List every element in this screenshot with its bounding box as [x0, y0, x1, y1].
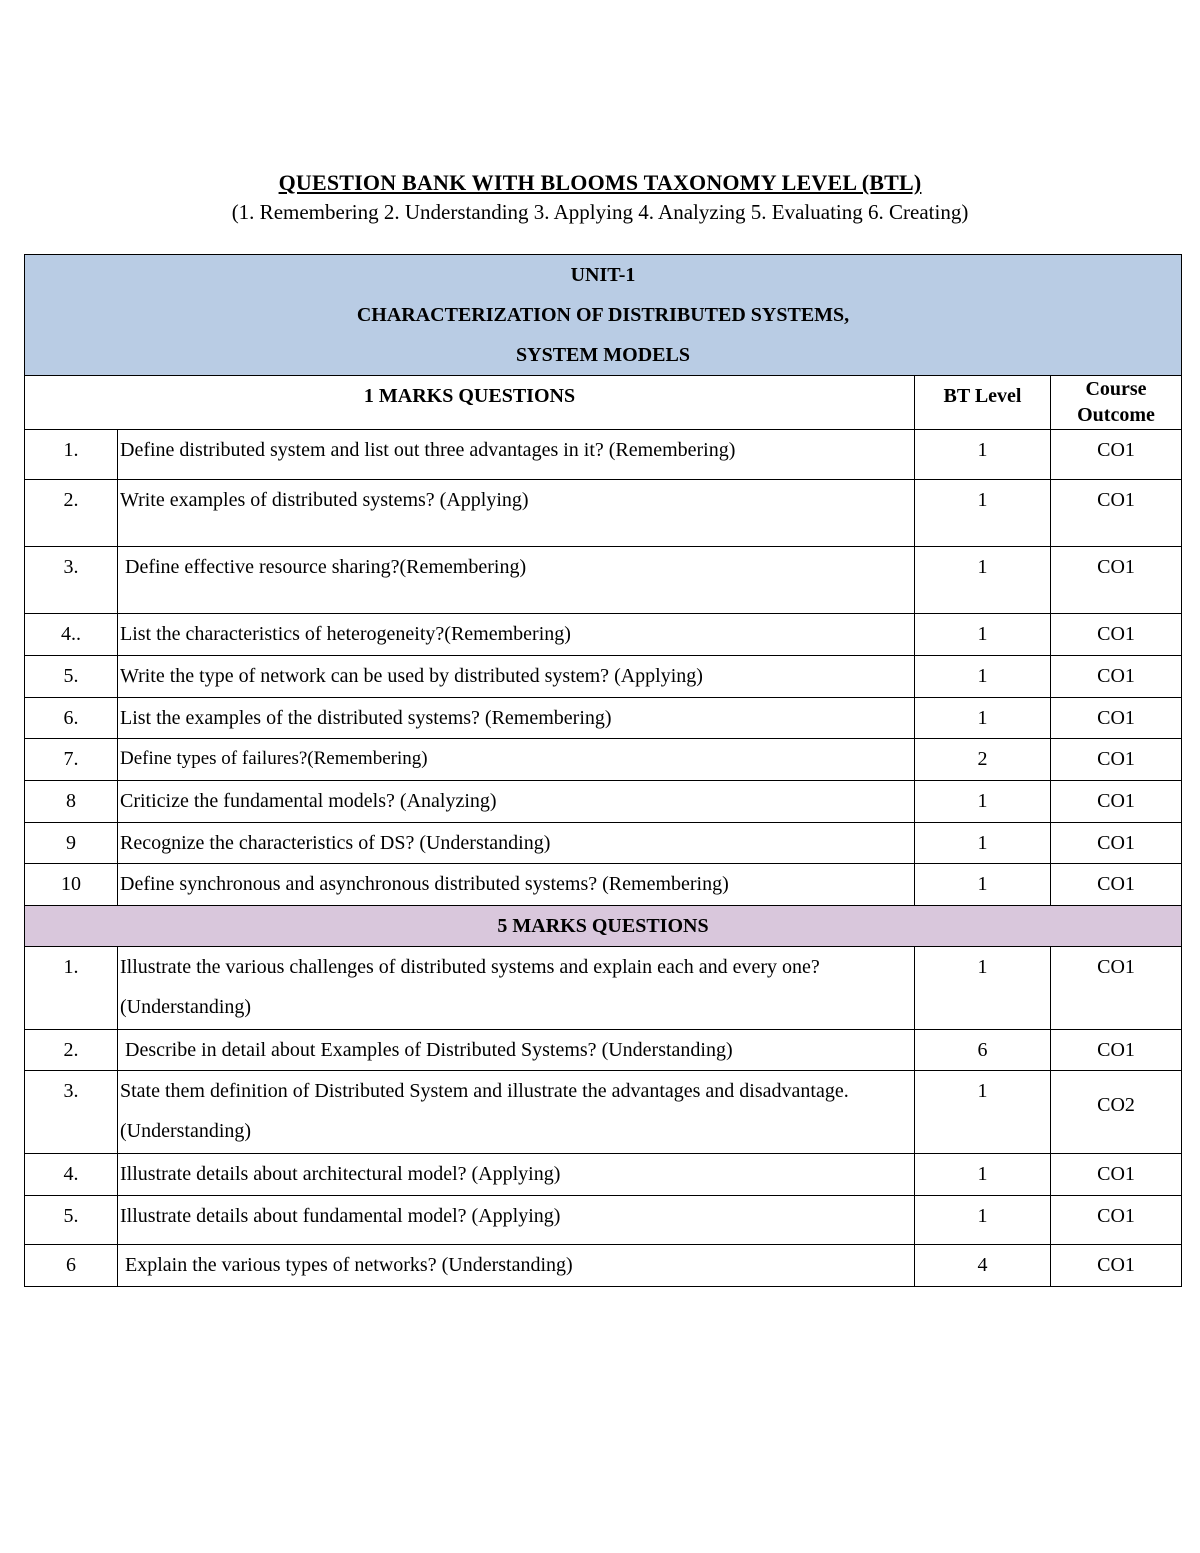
course-outcome-header — [1051, 376, 1182, 430]
question-number: 2. — [25, 480, 118, 547]
bt-level: 1 — [915, 864, 1051, 906]
question-text: Illustrate the various challenges of distributed systems and explain each and every one? (Understanding) — [118, 947, 915, 1030]
question-number: 5. — [25, 1196, 118, 1245]
question-text: Illustrate details about fundamental model? (Applying) — [118, 1196, 915, 1245]
table-row — [25, 1245, 1182, 1287]
course-outcome: CO1 — [1051, 864, 1182, 906]
course-outcome: CO1 — [1051, 1030, 1182, 1071]
question-text: Criticize the fundamental models? (Analyzing) — [118, 781, 915, 823]
one-mark-questions-header: 1 MARKS QUESTIONS — [25, 376, 915, 430]
question-text: Define distributed system and list out three advantages in it? (Remembering) — [118, 430, 915, 480]
column-header-row — [25, 376, 1182, 430]
bt-level: 1 — [915, 656, 1051, 698]
five-marks-questions-header: 5 MARKS QUESTIONS — [25, 906, 1182, 947]
question-text: Describe in detail about Examples of Distributed Systems? (Understanding) — [118, 1030, 915, 1071]
course-outcome: CO1 — [1051, 1196, 1182, 1245]
question-number: 10 — [25, 864, 118, 906]
question-number: 3. — [25, 1071, 118, 1154]
question-number: 8 — [25, 781, 118, 823]
course-outcome-line1: Course — [1085, 378, 1147, 400]
table-row — [25, 739, 1182, 781]
unit-title-line2: SYSTEM MODELS — [516, 344, 690, 366]
unit-number: UNIT-1 — [570, 264, 636, 286]
table-row — [25, 1196, 1182, 1245]
course-outcome: CO1 — [1051, 947, 1182, 1030]
question-text: Write examples of distributed systems? (Applying) — [118, 480, 915, 547]
question-text: List the characteristics of heterogeneity?(Remembering) — [118, 614, 915, 656]
question-text: List the examples of the distributed systems? (Remembering) — [118, 698, 915, 739]
table-row — [25, 547, 1182, 614]
bt-level: 1 — [915, 430, 1051, 480]
bloom-levels-subtitle: (1. Remembering 2. Understanding 3. Applying 4. Analyzing 5. Evaluating 6. Creating) — [231, 200, 969, 224]
question-number: 7. — [25, 739, 118, 781]
table-row — [25, 823, 1182, 864]
question-number: 4.. — [25, 614, 118, 656]
question-text: Recognize the characteristics of DS? (Understanding) — [118, 823, 915, 864]
course-outcome: CO1 — [1051, 698, 1182, 739]
bt-level: 1 — [915, 947, 1051, 1030]
bt-level: 1 — [915, 1196, 1051, 1245]
course-outcome: CO1 — [1051, 1154, 1182, 1196]
question-text: Explain the various types of networks? (Understanding) — [118, 1245, 915, 1287]
unit-header — [25, 255, 1182, 376]
course-outcome: CO1 — [1051, 739, 1182, 781]
course-outcome: CO2 — [1051, 1071, 1182, 1154]
course-outcome: CO1 — [1051, 781, 1182, 823]
question-text: State them definition of Distributed System and illustrate the advantages and disadvantage. (Understanding) — [118, 1071, 915, 1154]
question-number: 2. — [25, 1030, 118, 1071]
question-text: Define types of failures?(Remembering) — [118, 739, 915, 781]
table-row — [25, 1154, 1182, 1196]
course-outcome: CO1 — [1051, 547, 1182, 614]
bt-level: 2 — [915, 739, 1051, 781]
bt-level: 1 — [915, 1154, 1051, 1196]
unit-header-row — [25, 255, 1182, 376]
bt-level-header: BT Level — [915, 376, 1051, 430]
table-row — [25, 1030, 1182, 1071]
bt-level: 1 — [915, 823, 1051, 864]
bt-level: 1 — [915, 698, 1051, 739]
bt-level: 1 — [915, 480, 1051, 547]
question-number: 1. — [25, 430, 118, 480]
bt-level: 1 — [915, 1071, 1051, 1154]
question-text: Illustrate details about architectural model? (Applying) — [118, 1154, 915, 1196]
bt-level: 4 — [915, 1245, 1051, 1287]
table-row — [25, 1071, 1182, 1154]
course-outcome-line2: Outcome — [1077, 404, 1155, 426]
question-number: 5. — [25, 656, 118, 698]
question-number: 3. — [25, 547, 118, 614]
table-row — [25, 781, 1182, 823]
bt-level: 1 — [915, 781, 1051, 823]
course-outcome: CO1 — [1051, 656, 1182, 698]
course-outcome: CO1 — [1051, 1245, 1182, 1287]
question-text: Define effective resource sharing?(Remembering) — [118, 547, 915, 614]
course-outcome: CO1 — [1051, 480, 1182, 547]
question-number: 1. — [25, 947, 118, 1030]
question-bank-table — [24, 254, 1182, 1287]
table-row — [25, 614, 1182, 656]
table-row — [25, 430, 1182, 480]
table-row — [25, 698, 1182, 739]
question-text: Write the type of network can be used by distributed system? (Applying) — [118, 656, 915, 698]
question-number: 4. — [25, 1154, 118, 1196]
unit-title-line1: CHARACTERIZATION OF DISTRIBUTED SYSTEMS, — [356, 304, 850, 326]
course-outcome: CO1 — [1051, 614, 1182, 656]
bt-level: 6 — [915, 1030, 1051, 1071]
table-row — [25, 864, 1182, 906]
bt-level: 1 — [915, 614, 1051, 656]
question-number: 6. — [25, 698, 118, 739]
bt-level: 1 — [915, 547, 1051, 614]
question-text: Define synchronous and asynchronous distributed systems? (Remembering) — [118, 864, 915, 906]
table-row — [25, 656, 1182, 698]
course-outcome: CO1 — [1051, 823, 1182, 864]
question-number: 9 — [25, 823, 118, 864]
section-header-row — [25, 906, 1182, 947]
course-outcome: CO1 — [1051, 430, 1182, 480]
table-row — [25, 947, 1182, 1030]
question-number: 6 — [25, 1245, 118, 1287]
table-row — [25, 480, 1182, 547]
document-title: QUESTION BANK WITH BLOOMS TAXONOMY LEVEL (BTL) — [278, 170, 922, 195]
